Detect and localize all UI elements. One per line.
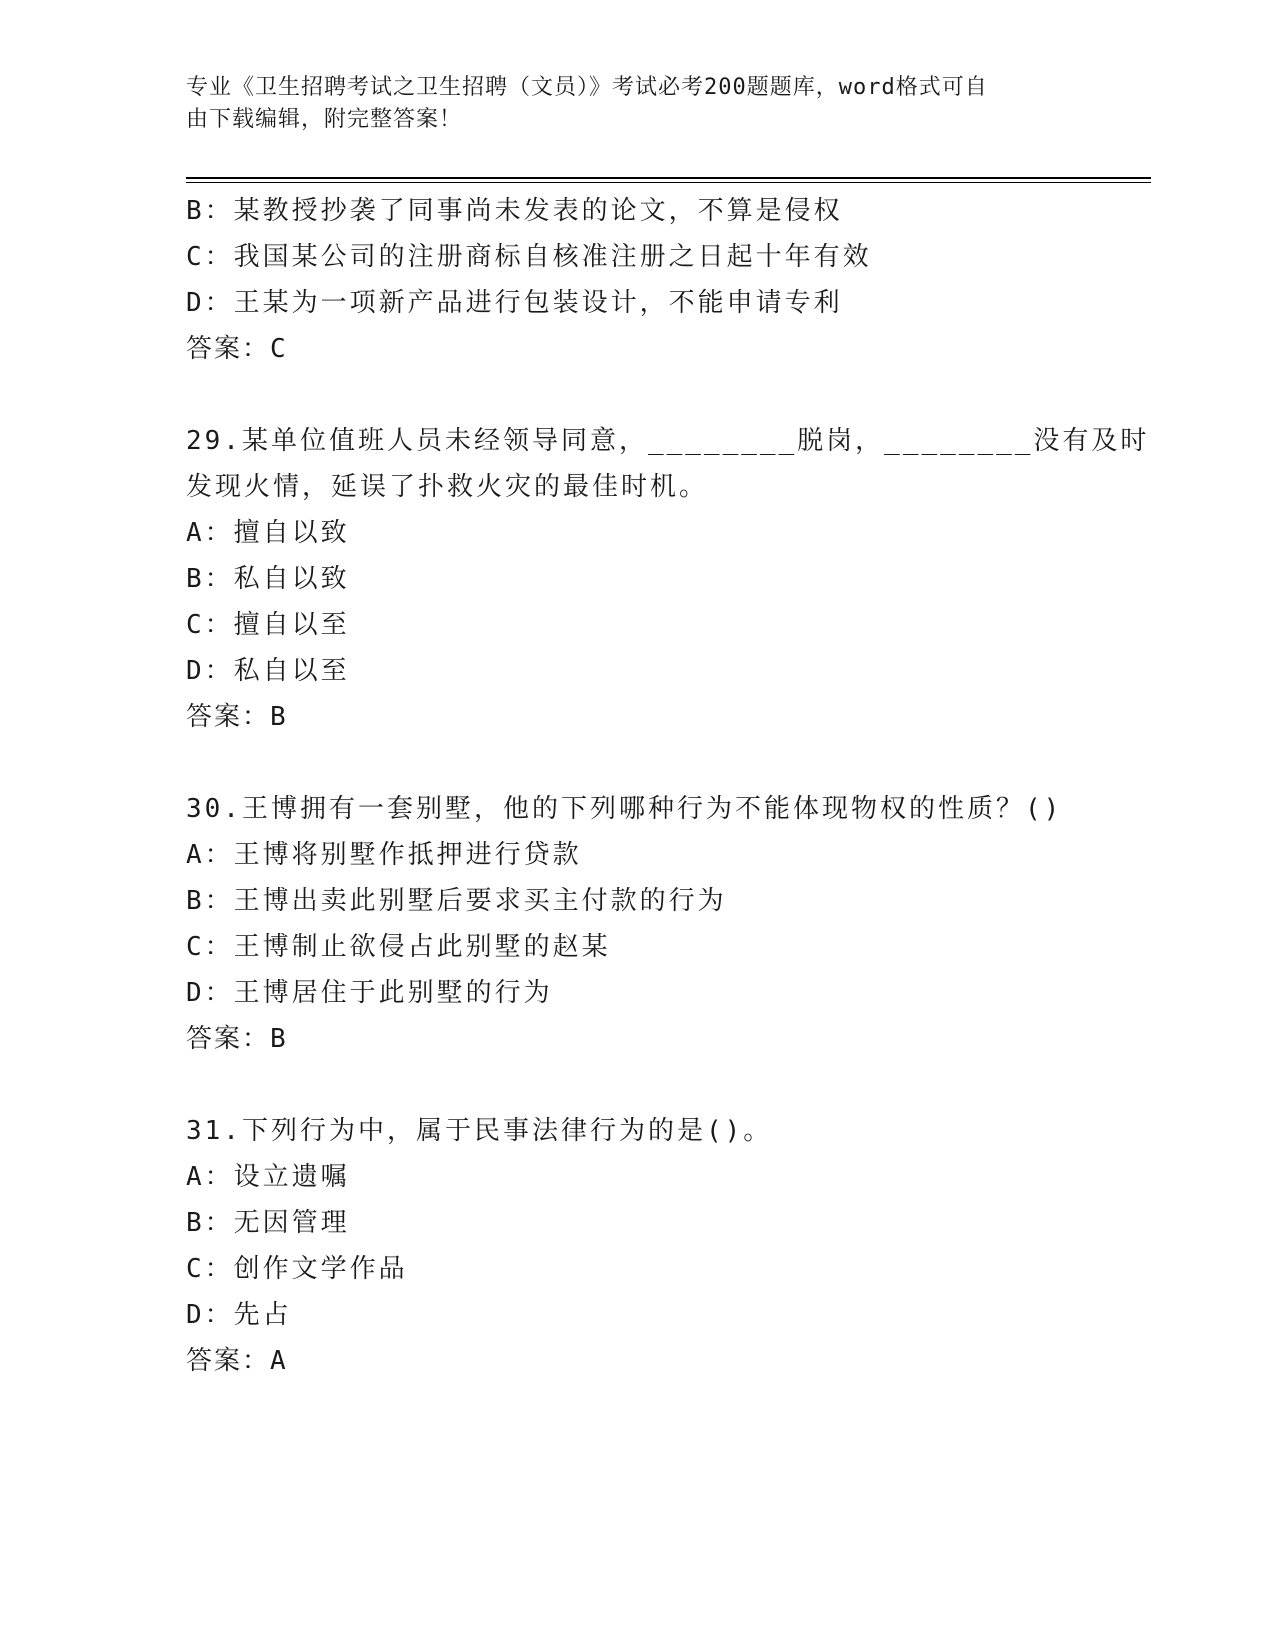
question-stem-continued: 发现火情，延误了扑救火灾的最佳时机。 [186,472,709,502]
header-divider-thin [186,182,1151,183]
question-29 [186,418,1150,740]
question-stem: 30.王博拥有一套别墅，他的下列哪种行为不能体现物权的性质？() [186,794,1063,824]
option-c: C：擅自以至 [186,610,350,640]
option-b: B：无因管理 [186,1208,350,1238]
question-stem: 31.下列行为中，属于民事法律行为的是()。 [186,1116,773,1146]
option-a: A：王博将别墅作抵押进行贷款 [186,840,582,870]
header-divider-thick [186,177,1151,179]
document-header [186,72,1066,136]
answer: 答案：A [186,1346,288,1376]
spacer [186,1062,1076,1108]
option-d: D：先占 [186,1300,292,1330]
option-a: A：擅自以致 [186,518,350,548]
answer: 答案：C [186,334,288,364]
option-c: C：创作文学作品 [186,1254,408,1284]
option-c: C：我国某公司的注册商标自核准注册之日起十年有效 [186,242,872,272]
option-b: B：某教授抄袭了同事尚未发表的论文，不算是侵权 [186,196,843,226]
option-d: D：王博居住于此别墅的行为 [186,978,553,1008]
answer: 答案：B [186,1024,288,1054]
option-d: D：王某为一项新产品进行包装设计，不能申请专利 [186,288,843,318]
spacer [186,372,1076,418]
question-stem: 29.某单位值班人员未经领导同意，________脱岗，________没有及时 [186,426,1150,456]
option-b: B：王博出卖此别墅后要求买主付款的行为 [186,886,727,916]
option-d: D：私自以至 [186,656,350,686]
option-c: C：王博制止欲侵占此别墅的赵某 [186,932,611,962]
question-31 [186,1108,1076,1384]
option-a: A：设立遗嘱 [186,1162,350,1192]
question-28-continued [186,188,1076,372]
header-line-2: 由下载编辑，附完整答案！ [186,107,463,132]
spacer [186,740,1076,786]
answer: 答案：B [186,702,288,732]
header-line-1: 专业《卫生招聘考试之卫生招聘（文员）》考试必考200题题库，word格式可自 [186,75,988,100]
question-list [186,188,1150,1384]
option-b: B：私自以致 [186,564,350,594]
question-30 [186,786,1076,1062]
